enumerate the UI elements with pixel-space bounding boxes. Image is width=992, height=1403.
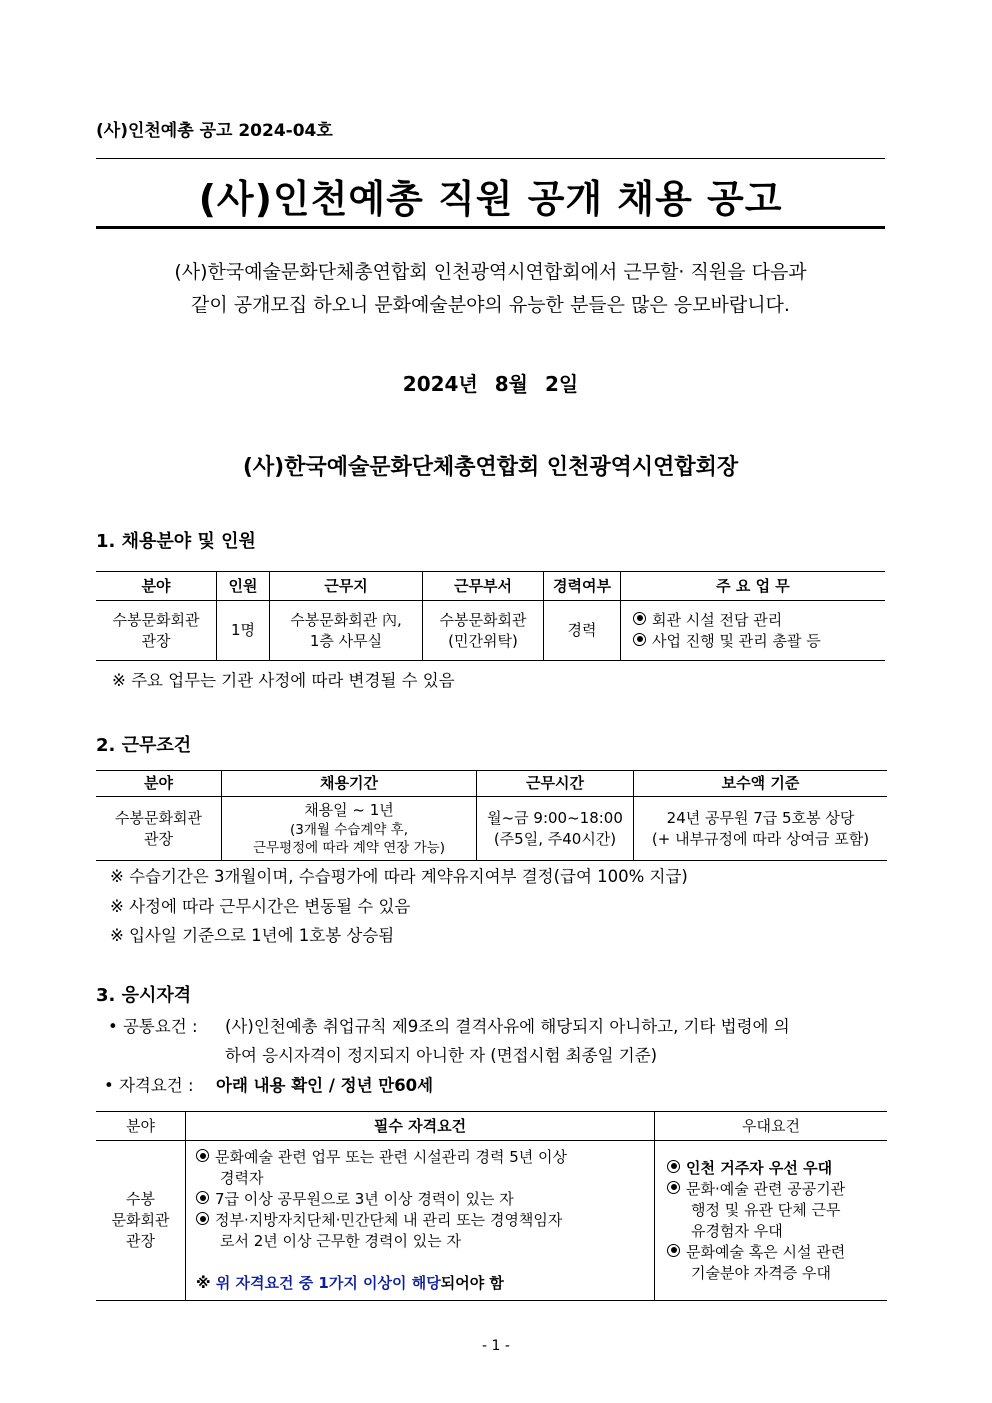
page-title: (사)인천예총 직원 공개 채용 공고 [198, 177, 783, 221]
table-cell: 수봉문화회관 관장 [96, 797, 222, 861]
table-row [96, 601, 885, 661]
bullet-circle-icon [196, 1149, 209, 1162]
section-note: ※ 수습기간은 3개월이며, 수습평가에 따라 계약유지여부 결정(급여 100% 지급) [110, 867, 688, 886]
column-header: 필수 자격요건 [186, 1112, 655, 1141]
table-header-row [96, 572, 885, 601]
recruit-table [96, 571, 885, 661]
intro-line: 같이 공개모집 하오니 문화예술분야의 유능한 분들은 많은 응모바랍니다. [191, 294, 790, 316]
table-cell: 수봉 문화회관 관장 [96, 1141, 186, 1301]
table-header-row [96, 1112, 887, 1141]
table-cell: 채용일 ~ 1년 (3개월 수습계약 후, 근무평정에 따라 계약 연장 가능) [222, 797, 477, 861]
notice-number: (사)인천예총 공고 2024-04호 [96, 121, 333, 141]
table-cell: 24년 공무원 7급 5호봉 상당 (+ 내부규정에 따라 상여금 포함) [634, 797, 888, 861]
common-requirement-text: 하여 응시자격이 정지되지 아니한 자 (면접시험 최종일 기준) [225, 1046, 658, 1065]
table-cell: 수봉문화회관 관장 [96, 601, 217, 661]
section-note: ※ 사정에 따라 근무시간은 변동될 수 있음 [110, 897, 411, 916]
intro-line: (사)한국예술문화단체총연합회 인천광역시연합회에서 근무할· 직원을 다음과 [174, 261, 807, 283]
column-header: 인원 [217, 572, 270, 601]
qualification-label: • 자격요건 : [104, 1076, 194, 1095]
section-heading: 2. 근무조건 [96, 735, 192, 756]
column-header: 근무지 [270, 572, 423, 601]
bullet-circle-icon [196, 1212, 209, 1225]
table-cell: 문화예술 관련 업무 또는 관련 시설관리 경력 5년 이상 경력자 7급 이상 공무원으로 3년 이상 경력이 있는 자 정부·지방자치단체·민간단체 내 관리 또는 경영책임자 로서 2년 이상 근무한 경력이 있는 자 ※ 위 자격요건 중 1가지 이상이 해당되어야 함 [186, 1141, 655, 1301]
column-header: 분야 [96, 1112, 186, 1141]
column-header: 채용기간 [222, 771, 477, 797]
column-header: 근무부서 [423, 572, 544, 601]
table-cell: 월~금 9:00~18:00 (주5일, 주40시간) [477, 797, 634, 861]
common-requirement-label: • 공통요건 : [108, 1017, 198, 1036]
table-cell: 인천 거주자 우선 우대 문화·예술 관련 공공기관 행정 및 유관 단체 근무 유경험자 우대 문화예술 혹은 시설 관련 기술분야 자격증 우대 [655, 1141, 888, 1301]
section-heading: 1. 채용분야 및 인원 [96, 531, 256, 552]
top-rule [96, 158, 885, 159]
table-row [96, 1141, 887, 1301]
column-header: 분야 [96, 771, 222, 797]
table-cell: 수봉문화회관 (민간위탁) [423, 601, 544, 661]
bullet-circle-icon [667, 1160, 680, 1173]
column-header: 분야 [96, 572, 217, 601]
notice-date: 2024년 8월 2일 [402, 372, 579, 396]
bullet-circle-icon [667, 1181, 680, 1194]
column-header: 보수액 기준 [634, 771, 888, 797]
table-header-row [96, 771, 887, 797]
bullet-circle-icon [667, 1244, 680, 1257]
bullet-circle-icon [196, 1191, 209, 1204]
column-header: 근무시간 [477, 771, 634, 797]
qualification-value: 아래 내용 확인 / 정년 만60세 [216, 1076, 434, 1095]
bullet-circle-icon [633, 612, 646, 625]
organization-name: (사)한국예술문화단체총연합회 인천광역시연합회장 [242, 455, 739, 480]
section-note: ※ 주요 업무는 기관 사정에 따라 변경될 수 있음 [112, 671, 455, 690]
qualification-table [96, 1111, 887, 1301]
table-cell: 1명 [217, 601, 270, 661]
column-header: 경력여부 [544, 572, 621, 601]
column-header: 주 요 업 무 [621, 572, 886, 601]
section-note: ※ 입사일 기준으로 1년에 1호봉 상승됨 [110, 926, 395, 945]
requirement-note: ※ 위 자격요건 중 1가지 이상이 해당되어야 함 [196, 1274, 504, 1292]
conditions-table [96, 770, 887, 861]
column-header: 우대요건 [655, 1112, 888, 1141]
section-heading: 3. 응시자격 [96, 985, 192, 1006]
intro-paragraph [96, 256, 885, 322]
common-requirement-text: (사)인천예총 취업규칙 제9조의 결격사유에 해당되지 아니하고, 기타 법령에 의 [225, 1017, 790, 1036]
title-rule [96, 226, 885, 229]
page-number: - 1 - [482, 1338, 510, 1354]
table-cell: 회관 시설 전담 관리 사업 진행 및 관리 총괄 등 [621, 601, 886, 661]
table-cell: 경력 [544, 601, 621, 661]
bullet-circle-icon [633, 633, 646, 646]
table-cell: 수봉문화회관 內, 1층 사무실 [270, 601, 423, 661]
table-row [96, 797, 887, 861]
